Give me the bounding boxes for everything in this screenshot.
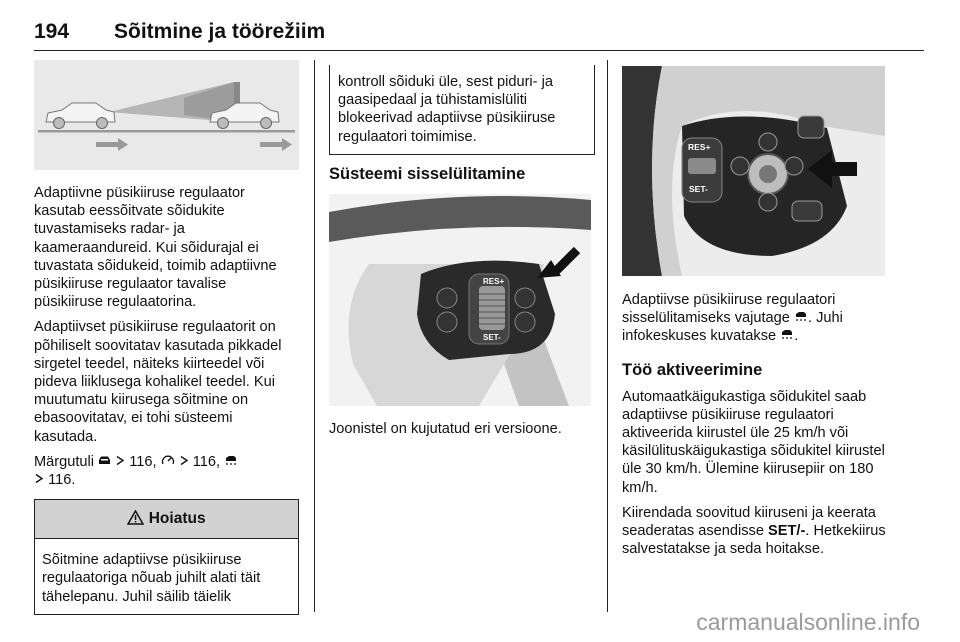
adaptive-cruise-button-icon bbox=[515, 288, 535, 308]
column-divider bbox=[607, 60, 608, 612]
adaptive-cruise-symbol-icon bbox=[780, 329, 794, 340]
page-ref-arrow-icon bbox=[179, 455, 189, 466]
cruise-button-icon bbox=[731, 157, 749, 175]
warning-triangle-icon bbox=[127, 510, 144, 525]
page-header bbox=[34, 10, 924, 51]
gap-button-icon bbox=[515, 312, 535, 332]
set-minus-label: SET- bbox=[483, 332, 501, 342]
adaptive-cruise-symbol-icon bbox=[224, 455, 238, 466]
page-title: Sõitmine ja töörežiim bbox=[114, 20, 326, 43]
car-front-symbol-icon bbox=[98, 455, 111, 466]
column-1 bbox=[34, 60, 299, 615]
speed-limiter-button-icon bbox=[437, 288, 457, 308]
column-divider bbox=[314, 60, 315, 612]
cruise-button-icon bbox=[437, 312, 457, 332]
warning-title: Hoiatus bbox=[148, 510, 206, 528]
lane-assist-button-icon bbox=[798, 116, 824, 138]
warning-box bbox=[34, 499, 299, 615]
warning-text-continued: kontroll sõiduki üle, sest piduri- ja gaasipedaal ja tühistamislüliti blokeerivad adaptiivse püsikiiruse regulaatori toimimise. bbox=[338, 74, 556, 145]
speed-range-paragraph: Automaatkäigukastiga sõidukitel saab adaptiivse püsikiiruse regulaatori aktiveerida kiirustel üle 25 km/h või käsilülituskäigukastiga sõidukitel kiirustel üle 30 km/h. Ülemine kiirusepiir on 180 km/h. bbox=[622, 388, 885, 496]
section-heading: Süsteemi sisselülitamine bbox=[329, 164, 526, 183]
warning-text: Sõitmine adaptiivse püsikiiruse regulaatoriga nõuab juhilt alati täit tähelepanu. Juhil säilib täielik bbox=[42, 552, 261, 605]
indicator-label: Märgutuli bbox=[34, 453, 95, 470]
section-heading: Töö aktiveerimine bbox=[622, 360, 763, 379]
page-number: 194 bbox=[34, 20, 70, 43]
acc-distance-illustration bbox=[34, 60, 299, 170]
watermark: carmanualsonline.info bbox=[696, 609, 920, 635]
speed-limiter-button-icon bbox=[759, 133, 777, 151]
indicator-references: Märgutuli 116, 116, 116. bbox=[34, 453, 299, 489]
adaptive-cruise-button-icon bbox=[785, 157, 803, 175]
warning-box-continued bbox=[329, 65, 595, 155]
column-2 bbox=[329, 65, 595, 445]
steering-wheel-illustration bbox=[329, 194, 591, 406]
steering-wheel-closeup-illustration bbox=[622, 66, 885, 276]
page-ref-arrow-icon bbox=[115, 455, 125, 466]
adaptive-cruise-symbol-icon bbox=[794, 311, 808, 322]
column-3 bbox=[622, 66, 887, 565]
set-speed-paragraph: Kiirendada soovitud kiiruseni ja keerata seaderatas asendisse SET/-. Hetkekiirus salvestatakse ja seda hoitakse. bbox=[622, 504, 886, 558]
set-minus-label: SET- bbox=[689, 184, 708, 194]
figure-caption: Joonistel on kujutatud eri versioone. bbox=[329, 420, 562, 437]
warning-header bbox=[35, 500, 298, 539]
intro-paragraph: Adaptiivset püsikiiruse regulaatorit on põhiliselt soovitatav kasutada pikkadel sirgetel teedel, näiteks kiirteedel või pideva liiklusega kohalikel teedel. Kui muutumatu kiirusega sõitmine on ebasoovitatav, ei tohi süsteemi kasutada. bbox=[34, 319, 282, 445]
res-plus-label: RES+ bbox=[483, 276, 505, 286]
forward-collision-button-icon bbox=[792, 201, 822, 221]
intro-paragraph: Adaptiivne püsikiiruse regulaator kasutab eessõitvate sõidukite tuvastamiseks radar- ja kaameraandureid. Kui sõidurajal ei tuvastata sõidukeid, toimib adaptiivne püsikiiruse regulaator tavalise püsikiiruse regulaatorina. bbox=[34, 185, 277, 311]
activation-paragraph: Adaptiivse püsikiiruse regulaatori sisselülitamiseks vajutage . Juhi infokeskuses kuvatakse . bbox=[622, 292, 843, 345]
cruise-control-symbol-icon bbox=[161, 455, 175, 466]
page-ref-arrow-icon bbox=[34, 473, 44, 484]
gap-button-icon bbox=[759, 193, 777, 211]
set-minus-emphasis: SET/- bbox=[768, 523, 806, 540]
res-plus-label: RES+ bbox=[688, 142, 711, 152]
